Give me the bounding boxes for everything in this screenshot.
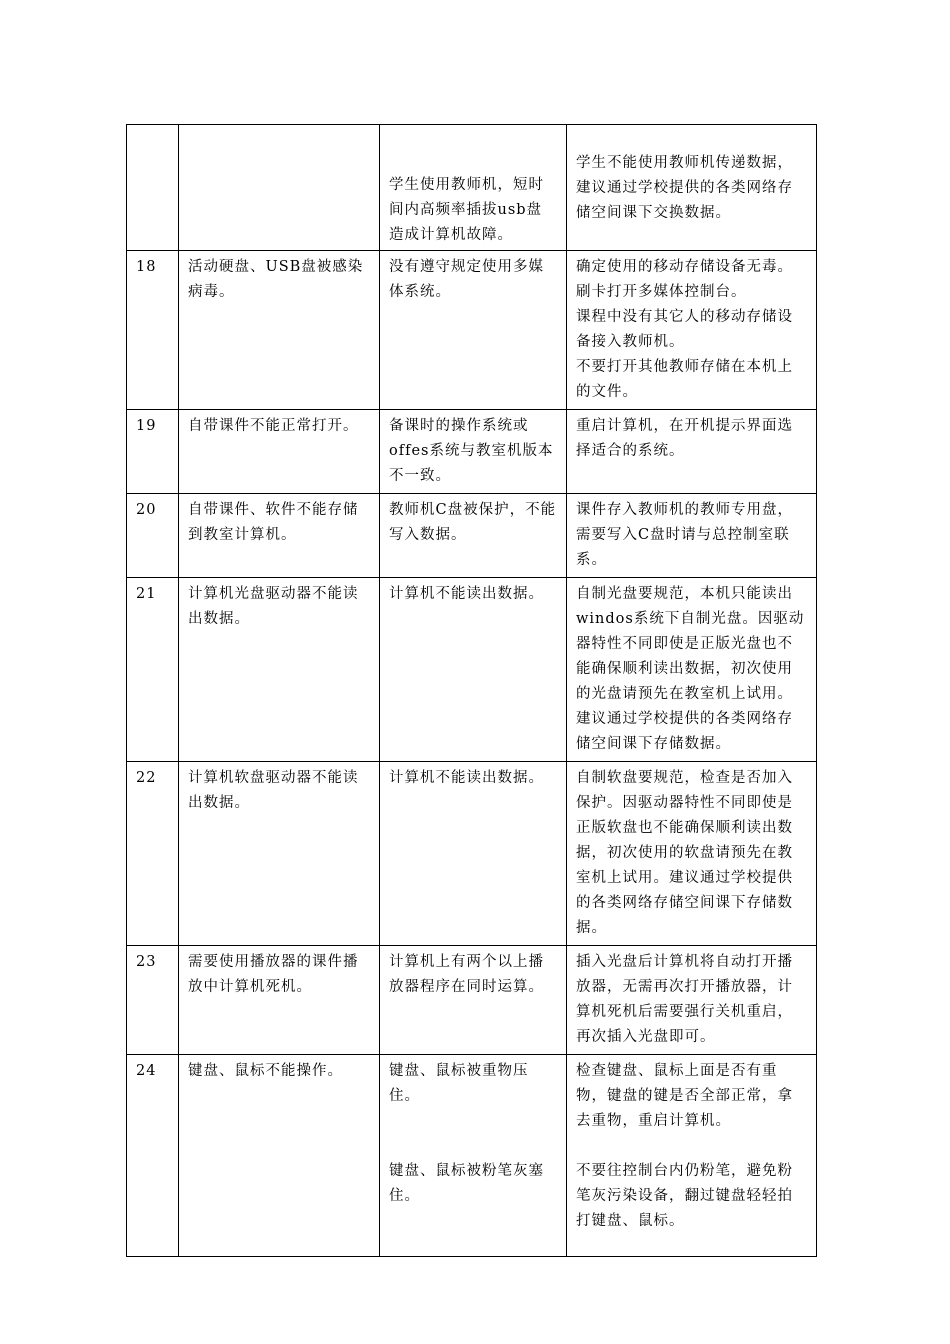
solution-cell	[567, 946, 817, 1055]
table-row	[127, 494, 817, 578]
table-row	[127, 251, 817, 410]
problem-cell	[179, 125, 380, 251]
problem-cell	[179, 578, 380, 762]
problem-cell	[179, 410, 380, 494]
spacer	[389, 1134, 557, 1159]
problem-text: 自带课件、软件不能存储到教室计算机。	[188, 502, 359, 543]
table-row	[127, 946, 817, 1055]
problem-cell	[179, 494, 380, 578]
solution-cell	[567, 494, 817, 578]
cause-cell	[380, 1055, 567, 1257]
solution-cell	[567, 125, 817, 251]
solution-text: 自制光盘要规范，本机只能读出windos系统下自制光盘。因驱动器特性不同即使是正版光盘也不能确保顺利读出数据，初次使用的光盘请预先在教室机上试用。建议通过学校提供的各类网络存储空间课下存储数据。	[576, 586, 805, 752]
cause-cell	[380, 946, 567, 1055]
cause-text: 计算机上有两个以上播放器程序在同时运算。	[389, 954, 544, 995]
cause-cell	[380, 125, 567, 251]
problem-text: 自带课件不能正常打开。	[188, 418, 359, 434]
cause-text: 键盘、鼠标被粉笔灰塞住。	[389, 1163, 544, 1204]
solution-text: 刷卡打开多媒体控制台。	[576, 284, 747, 300]
row-number	[127, 125, 179, 251]
row-number: 19	[127, 410, 179, 494]
row-number: 23	[127, 946, 179, 1055]
solution-cell	[567, 762, 817, 946]
solution-cell	[567, 251, 817, 410]
solution-cell	[567, 1055, 817, 1257]
cause-cell	[380, 251, 567, 410]
problem-cell	[179, 946, 380, 1055]
row-number: 20	[127, 494, 179, 578]
spacer	[576, 1134, 807, 1159]
table-row	[127, 1055, 817, 1257]
problem-cell	[179, 1055, 380, 1257]
solution-text: 课程中没有其它人的移动存储设备接入教师机。	[576, 309, 793, 350]
cause-text: 没有遵守规定使用多媒体系统。	[389, 259, 544, 300]
cause-text: 计算机不能读出数据。	[389, 770, 544, 786]
solution-text: 课件存入教师机的教师专用盘，需要写入C盘时请与总控制室联系。	[576, 502, 793, 568]
row-number: 22	[127, 762, 179, 946]
row-number: 18	[127, 251, 179, 410]
table-row	[127, 762, 817, 946]
solution-text: 自制软盘要规范，检查是否加入保护。因驱动器特性不同即使是正版软盘也不能确保顺利读出数据，初次使用的软盘请预先在教室机上试用。建议通过学校提供的各类网络存储空间课下存储数据。	[576, 770, 793, 936]
cause-cell	[380, 578, 567, 762]
troubleshooting-table	[126, 124, 817, 1257]
problem-text: 键盘、鼠标不能操作。	[188, 1063, 343, 1079]
problem-cell	[179, 251, 380, 410]
problem-text: 计算机光盘驱动器不能读出数据。	[188, 586, 359, 627]
solution-text: 确定使用的移动存储设备无毒。	[576, 259, 793, 275]
table-row	[127, 125, 817, 251]
cause-cell	[380, 762, 567, 946]
solution-text: 学生不能使用教师机传递数据，建议通过学校提供的各类网络存储空间课下交换数据。	[576, 155, 793, 221]
spacer	[389, 1109, 557, 1134]
solution-text: 插入光盘后计算机将自动打开播放器，无需再次打开播放器，计算机死机后需要强行关机重启，再次插入光盘即可。	[576, 954, 793, 1045]
problem-text: 活动硬盘、USB盘被感染病毒。	[188, 259, 364, 300]
solution-cell	[567, 578, 817, 762]
solution-text: 不要打开其他教师存储在本机上的文件。	[576, 359, 793, 400]
cause-text: 备课时的操作系统或offes系统与教室机版本不一致。	[389, 418, 554, 484]
problem-text: 计算机软盘驱动器不能读出数据。	[188, 770, 359, 811]
cause-text: 学生使用教师机，短时间内高频率插拔usb盘造成计算机故障。	[389, 177, 544, 243]
table-row	[127, 578, 817, 762]
problem-text: 需要使用播放器的课件播放中计算机死机。	[188, 954, 359, 995]
cause-cell	[380, 494, 567, 578]
solution-text: 重启计算机，在开机提示界面选择适合的系统。	[576, 418, 793, 459]
solution-text: 检查键盘、鼠标上面是否有重物，键盘的键是否全部正常，拿去重物，重启计算机。	[576, 1063, 793, 1129]
problem-cell	[179, 762, 380, 946]
cause-text: 计算机不能读出数据。	[389, 586, 544, 602]
cause-text: 键盘、鼠标被重物压住。	[389, 1063, 529, 1104]
solution-text: 不要往控制台内仍粉笔，避免粉笔灰污染设备，翻过键盘轻轻拍打键盘、鼠标。	[576, 1163, 793, 1229]
solution-cell	[567, 410, 817, 494]
cause-cell	[380, 410, 567, 494]
row-number: 21	[127, 578, 179, 762]
table-row	[127, 410, 817, 494]
row-number: 24	[127, 1055, 179, 1257]
cause-text: 教师机C盘被保护，不能写入数据。	[389, 502, 557, 543]
